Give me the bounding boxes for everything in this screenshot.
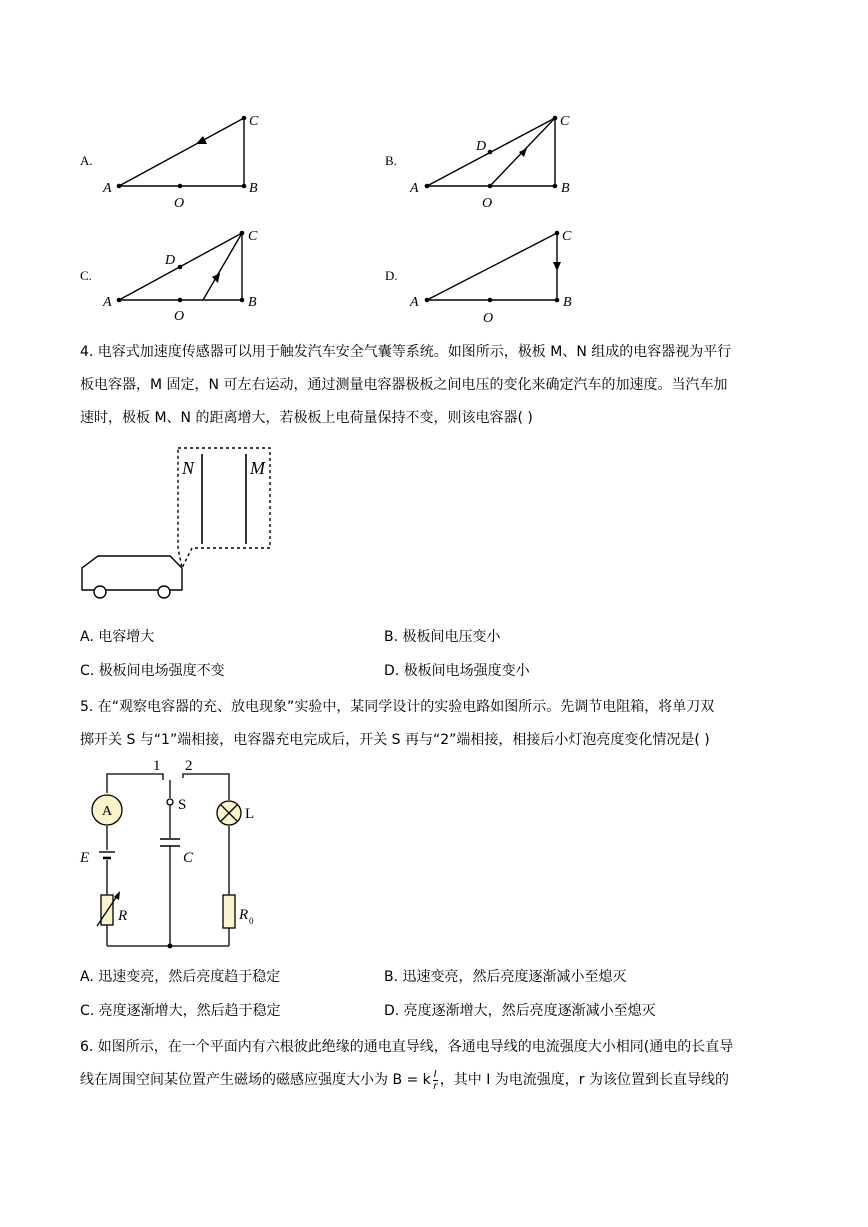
label-o: O [482, 196, 493, 211]
question-5 [80, 691, 792, 757]
q3-diagrams [0, 0, 868, 330]
ammeter-label: A [102, 804, 113, 819]
q4-choice-d[interactable]: D. 极板间电场强度变小 [384, 663, 530, 679]
arrow-icon [519, 148, 527, 157]
label-c: C [249, 114, 259, 129]
fraction [433, 1069, 438, 1092]
switch-pivot-icon [167, 799, 173, 805]
wheel-icon [158, 586, 170, 598]
capacitor-label: C [183, 850, 194, 866]
label-c: C [560, 114, 570, 129]
wheel-icon [94, 586, 106, 598]
fraction-numerator: I [433, 1068, 437, 1080]
label-a: A [410, 295, 419, 310]
question-4 [80, 336, 792, 435]
arrow-icon [553, 262, 561, 271]
plate-m-label: M [250, 458, 265, 478]
label-a: A [103, 181, 112, 196]
resistor-icon [223, 895, 235, 928]
q4-line-3: 速时，极板 M、N 的距离增大，若极板上电荷量保持不变，则该电容器( ) [80, 410, 533, 426]
q6-line-1: 6. 如图所示，在一个平面内有六根彼此绝缘的通电直导线，各通电导线的电流强度大小相同(通电的长直导 [80, 1039, 734, 1055]
q6-line-2-end: ，其中 I 为电流强度，r 为该位置到长直导线的 [439, 1072, 729, 1088]
label-d: D [476, 139, 487, 154]
arrow-icon [196, 136, 207, 144]
q4-choice-b[interactable]: B. 极板间电压变小 [384, 629, 501, 645]
q4-figure [70, 440, 300, 610]
label-o: O [174, 309, 185, 324]
q5-choice-b[interactable]: B. 迅速变亮，然后亮度逐渐减小至熄灭 [384, 969, 627, 985]
label-o: O [174, 196, 185, 211]
label-b: B [249, 181, 258, 196]
label-o: O [483, 311, 494, 326]
label-d: D [165, 253, 176, 268]
terminal-1-label: 1 [153, 758, 161, 774]
junction-dot [168, 944, 173, 949]
diagram-option-a [119, 118, 244, 186]
label-c: C [562, 229, 572, 244]
rheostat-label: R [118, 908, 128, 924]
point-o [178, 184, 183, 189]
lamp-label: L [245, 806, 255, 822]
q5-line-2: 掷开关 S 与“1”端相接，电容器充电完成后，开关 S 再与“2”端相接，相接后小灯泡亮度变化情况是( ) [80, 732, 710, 748]
q4-choice-c[interactable]: C. 极板间电场强度不变 [80, 663, 225, 679]
q5-choice-c[interactable]: C. 亮度逐渐增大，然后趋于稳定 [80, 1003, 281, 1019]
label-b: B [561, 181, 570, 196]
q4-line-2: 板电容器，M 固定，N 可左右运动，通过测量电容器极板之间电压的变化来确定汽车的加速度。当汽车加 [80, 377, 728, 393]
q4-choice-a[interactable]: A. 电容增大 [80, 629, 155, 645]
option-c-label: C. [80, 268, 92, 283]
question-6 [80, 1031, 792, 1097]
label-a: A [103, 295, 112, 310]
label-b: B [248, 295, 257, 310]
option-b-label: B. [385, 153, 397, 168]
option-d-label: D. [385, 268, 398, 283]
q4-line-1: 4. 电容式加速度传感器可以用于触发汽车安全气囊等系统。如图所示，极板 M、N 组成的电容器视为平行 [80, 344, 732, 360]
q5-choice-a[interactable]: A. 迅速变亮，然后亮度趋于稳定 [80, 969, 281, 985]
resistor-label: R [239, 907, 249, 923]
point-b [242, 184, 247, 189]
battery-label: E [80, 850, 90, 866]
switch-label: S [178, 797, 187, 813]
q5-choice-d[interactable]: D. 亮度逐渐增大，然后亮度逐渐减小至熄灭 [384, 1003, 656, 1019]
q5-line-1: 5. 在“观察电容器的充、放电现象”实验中，某同学设计的实验电路如图所示。先调节电阻箱，将单刀双 [80, 699, 715, 715]
option-a-label: A. [80, 153, 93, 168]
label-a: A [410, 181, 419, 196]
plate-n-label: N [182, 458, 195, 478]
q6-line-2-start: 线在周围空间某位置产生磁场的磁感应强度大小为 B = k [80, 1072, 431, 1088]
terminal-2-label: 2 [185, 758, 193, 774]
resistor-subscript: 0 [249, 916, 254, 926]
point-c [242, 116, 247, 121]
fraction-denominator: r [433, 1080, 438, 1092]
label-c: C [248, 229, 258, 244]
diagram-option-d [427, 233, 561, 300]
label-b: B [563, 295, 572, 310]
car-icon [82, 556, 182, 590]
q5-circuit [75, 752, 275, 962]
q6-line-2 [80, 1064, 792, 1097]
point-a [117, 184, 122, 189]
